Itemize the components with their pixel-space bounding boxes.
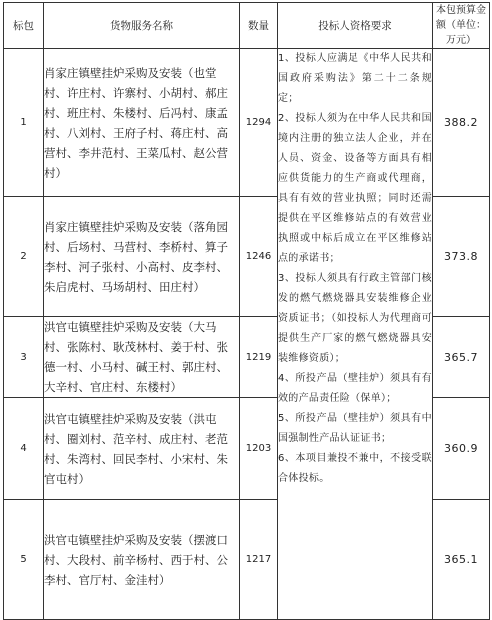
qualification-item: 6、本项目兼投不兼中，不接受联合体投标。 (278, 453, 432, 484)
budget-value: 360.9 (433, 398, 490, 500)
package-number: 1 (4, 49, 44, 197)
tender-table (3, 2, 490, 620)
table-row (4, 49, 490, 197)
budget-value: 388.2 (433, 49, 490, 197)
package-number: 5 (4, 500, 44, 620)
package-number: 3 (4, 317, 44, 398)
budget-value: 373.8 (433, 197, 490, 317)
header-qualification: 投标人资格要求 (278, 3, 433, 49)
qualification-requirements (278, 49, 433, 620)
quantity-value: 1246 (240, 197, 278, 317)
qualification-item: 3、投标人须具有行政主管部门核发的燃气燃烧器具安装维修企业资质证书；（如投标人为代理商可提供生产厂家的燃气燃烧器具安装维修资质）； (278, 273, 432, 364)
qualification-item: 1、投标人应满足《中华人民共和国政府采购法》第二十二条规定； (278, 53, 432, 104)
goods-name: 洪官屯镇壁挂炉采购及安装（摆渡口村、大段村、前辛杨村、西于村、公李村、官厅村、金洼村） (44, 500, 240, 620)
goods-name: 肖家庄镇壁挂炉采购及安装（落角园村、后场村、马营村、李桥村、算子李村、河子张村、小高村、皮李村、朱启虎村、马场胡村、田庄村） (44, 197, 240, 317)
header-quantity: 数量 (240, 3, 278, 49)
quantity-value: 1219 (240, 317, 278, 398)
goods-name: 肖家庄镇壁挂炉采购及安装（也堂村、许庄村、许寨村、小胡村、郝庄村、班庄村、朱楼村、后冯村、康孟村、八刘村、王府子村、蒋庄村、高营村、李井范村、王菜瓜村、赵公营村） (44, 49, 240, 197)
header-budget: 本包预算金额（单位：万元） (433, 3, 490, 49)
header-package: 标包 (4, 3, 44, 49)
qualification-item: 4、所投产品（壁挂炉）须具有有效的产品责任险（保单）； (278, 373, 432, 404)
goods-name: 洪官屯镇壁挂炉采购及安装（大马村、张陈村、耿茂林村、姜于村、张德一村、小马村、碱王村、郭庄村、大辛村、官庄村、东楼村） (44, 317, 240, 398)
package-number: 4 (4, 398, 44, 500)
quantity-value: 1203 (240, 398, 278, 500)
goods-name: 洪官屯镇壁挂炉采购及安装（洪屯村、圈刘村、范辛村、成庄村、老范村、朱湾村、回民李村、小宋村、朱官屯村） (44, 398, 240, 500)
qualification-item: 2、投标人须为在中华人民共和国境内注册的独立法人企业，并在人员、资金、设备等方面具有相应供货能力的生产商或代理商，具有有效的营业执照；同时还需提供在平区维修站点的有效营业执照或中标后成立在平区维修站点的承诺书； (278, 113, 432, 264)
quantity-value: 1294 (240, 49, 278, 197)
quantity-value: 1217 (240, 500, 278, 620)
header-row (4, 3, 490, 49)
package-number: 2 (4, 197, 44, 317)
qualification-item: 5、所投产品（壁挂炉）须具有中国强制性产品认证证书； (278, 413, 432, 444)
budget-value: 365.7 (433, 317, 490, 398)
header-goods: 货物服务名称 (44, 3, 240, 49)
budget-value: 365.1 (433, 500, 490, 620)
